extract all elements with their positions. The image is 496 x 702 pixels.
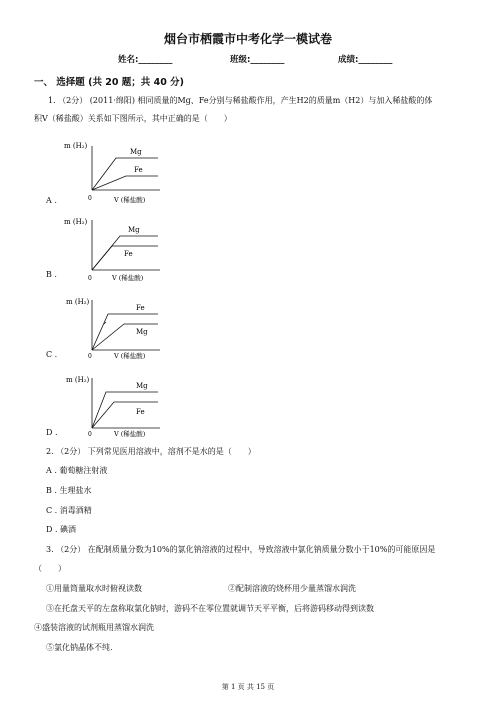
graph-b-xlabel: V (稀盐酸) bbox=[112, 274, 144, 282]
graph-d-upper-label: Mg bbox=[136, 382, 148, 390]
q1-stem-line2: 积V（稀盐酸）关系如下图所示，其中正确的是（ ） bbox=[34, 114, 232, 123]
q3-stem-line2: （ ） bbox=[34, 564, 66, 573]
q2-stem: 2. （2分） 下列常见医用溶液中，溶剂不是水的是（ ） bbox=[46, 447, 256, 456]
graph-a bbox=[60, 136, 170, 206]
q3-stem-line1: 3. （2分） 在配制质量分数为10%的氯化钠溶液的过程中，导致溶液中氯化钠质量分数小于10%的可能原因是 bbox=[46, 545, 436, 554]
graph-c-xlabel: V (稀盐酸) bbox=[114, 352, 146, 360]
q2-option-b: B . 生理盐水 bbox=[46, 486, 92, 495]
q1-stem-line1: 1. （2分） (2011·绵阳) 相同质量的Mg、Fe分别与稀盐酸作用，产生H2的质量m（H2）与加入稀盐酸的体 bbox=[48, 96, 433, 105]
q2-option-a: A . 葡萄糖注射液 bbox=[46, 466, 108, 475]
graph-d-origin: 0 bbox=[88, 431, 92, 438]
graph-a-xlabel: V (稀盐酸) bbox=[114, 196, 146, 204]
graph-b bbox=[60, 212, 170, 284]
q1-option-b: B . bbox=[46, 270, 57, 279]
page-title: 烟台市栖霞市中考化学一模试卷 bbox=[163, 32, 332, 46]
score-field: 成绩:________ bbox=[338, 55, 393, 65]
q3-item-5: ⑤氯化钠晶体不纯. bbox=[46, 643, 113, 652]
graph-b-upper-label: Mg bbox=[128, 226, 140, 234]
graph-d-ylabel: m (H₂) bbox=[66, 376, 90, 384]
graph-a-upper-label: Mg bbox=[130, 148, 142, 156]
graph-a-ylabel: m (H₂) bbox=[64, 142, 88, 150]
graph-d-lower-line bbox=[92, 402, 158, 428]
graph-c-ylabel: m (H₂) bbox=[66, 298, 90, 306]
q1-option-c: C . bbox=[46, 350, 58, 359]
graph-c-upper-label: Fe bbox=[136, 304, 145, 312]
graph-d bbox=[60, 370, 170, 440]
q3-item-1: ①用量筒量取水时俯视读数 bbox=[46, 584, 142, 593]
graph-c-lower-label: Mg bbox=[136, 328, 148, 336]
q1-option-d: D . bbox=[46, 428, 58, 437]
graph-a-upper-line bbox=[92, 158, 158, 190]
q3-item-2: ②配制溶液的烧杯用少量蒸馏水润洗 bbox=[228, 584, 356, 593]
q3-item-4: ④盛装溶液的试剂瓶用蒸馏水润洗 bbox=[34, 623, 154, 632]
page-footer: 第 1 页 共 15 页 bbox=[221, 683, 275, 691]
graph-b-origin: 0 bbox=[88, 275, 92, 282]
graph-a-lower-line bbox=[92, 176, 158, 190]
q2-option-c: C . 消毒酒精 bbox=[46, 506, 92, 515]
graph-c-origin: 0 bbox=[88, 353, 92, 360]
graph-a-origin: 0 bbox=[88, 195, 92, 202]
section-heading: 一、 选择题 (共 20 题；共 40 分) bbox=[34, 77, 184, 88]
graph-c bbox=[60, 292, 170, 362]
class-field: 班级:________ bbox=[230, 55, 285, 65]
q1-option-a: A . bbox=[46, 196, 57, 205]
name-field: 姓名:________ bbox=[118, 55, 173, 65]
graph-c-upper-line bbox=[92, 314, 158, 350]
q2-option-d: D . 碘酒 bbox=[46, 525, 77, 534]
graph-d-upper-line bbox=[92, 392, 158, 428]
q3-item-3: ③在托盘天平的左盘称取氯化钠时，游码不在零位置就调节天平平衡，后将游码移动得到读数 bbox=[46, 604, 374, 613]
graph-b-ylabel: m (H₂) bbox=[64, 218, 88, 226]
graph-d-lower-label: Fe bbox=[136, 408, 145, 416]
graph-a-lower-label: Fe bbox=[134, 166, 143, 174]
graph-d-xlabel: V (稀盐酸) bbox=[114, 430, 146, 438]
graph-b-lower-label: Fe bbox=[124, 250, 133, 258]
